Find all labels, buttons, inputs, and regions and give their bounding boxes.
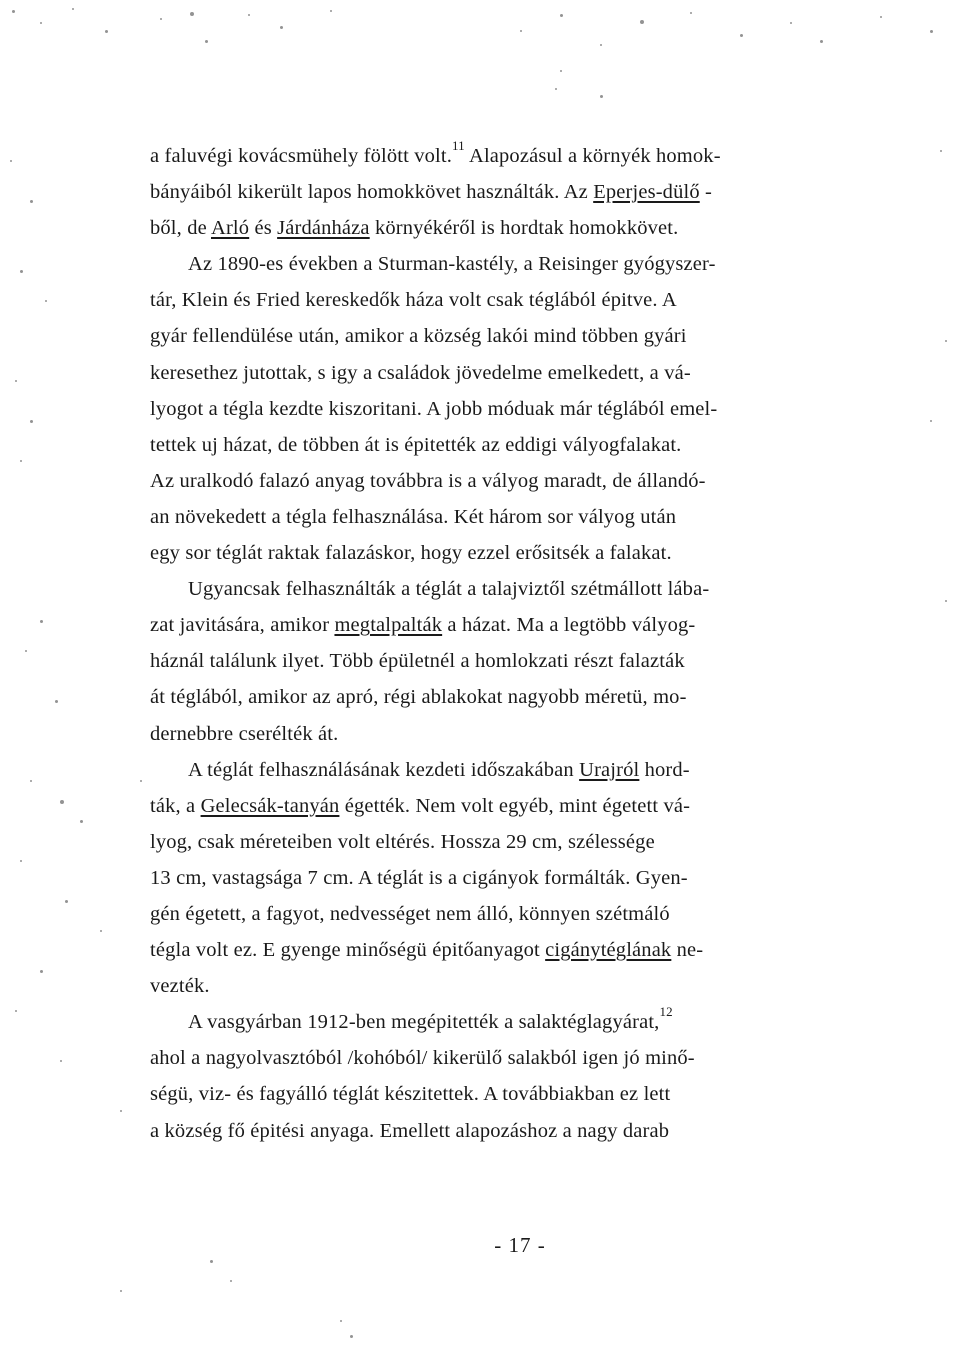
text-line (150, 1004, 930, 1040)
scan-speck (930, 420, 932, 422)
text-line (150, 1040, 930, 1076)
scan-speck (640, 20, 644, 24)
scan-speck (30, 420, 33, 423)
text-line (150, 896, 930, 932)
scan-speck (330, 10, 332, 12)
text-segment: tár, Klein és Fried kereskedők háza volt csak téglából épitve. A (150, 289, 677, 312)
text-segment: a házat. Ma a legtöbb vályog- (442, 614, 696, 637)
text-segment: egy sor téglát raktak falazáskor, hogy ezzel erősitsék a falakat. (150, 542, 672, 565)
text-line (150, 535, 930, 571)
text-line (150, 499, 930, 535)
text-segment: és (249, 217, 278, 240)
scan-speck (945, 600, 947, 602)
text-line (150, 607, 930, 643)
underlined-place-name: cigánytéglának (545, 939, 672, 962)
text-line (150, 355, 930, 391)
scan-speck (560, 70, 562, 72)
text-segment: ne- (671, 939, 704, 962)
scan-speck (120, 1290, 122, 1292)
text-line (150, 824, 930, 860)
scan-speck (820, 40, 823, 43)
text-segment: tettek uj házat, de többen át is épitették az eddigi vályogfalakat. (150, 433, 682, 456)
scan-speck (20, 460, 22, 462)
scan-speck (280, 26, 283, 29)
scan-speck (740, 34, 743, 37)
text-line (150, 463, 930, 499)
scan-speck (60, 800, 64, 804)
underlined-place-name: Járdánháza (277, 217, 370, 240)
underlined-place-name: Arló (211, 217, 250, 240)
scan-speck (100, 930, 102, 932)
scan-speck (105, 30, 108, 33)
scan-speck (80, 820, 83, 823)
underlined-place-name: Gelecsák-tanyán (200, 794, 340, 817)
text-segment: - (699, 181, 712, 204)
text-segment: a faluvégi kovácsmühely fölött volt. (150, 145, 453, 167)
scan-speck (340, 1320, 342, 1322)
scan-speck (60, 1060, 62, 1062)
scan-speck (690, 12, 692, 14)
text-segment: Ugyancsak felhasználták a téglát a talajviztől szétmállott lába- (188, 578, 710, 601)
text-segment: A téglát felhasználásának kezdeti időszakában (188, 758, 580, 781)
text-line (150, 174, 930, 210)
scan-speck (40, 970, 43, 973)
scan-speck (65, 900, 68, 903)
paragraph-2 (150, 246, 930, 571)
underlined-place-name: Urajról (579, 758, 640, 781)
text-segment: át téglából, amikor az apró, régi ablakokat nagyobb méretü, mo- (150, 686, 687, 709)
text-line (150, 679, 930, 715)
body-text (150, 138, 930, 1149)
text-line (150, 1076, 930, 1112)
text-segment: hord- (639, 758, 690, 781)
text-segment: ségü, viz- és fagyálló téglát készitettek. A továbbiakban ez lett (150, 1083, 671, 1106)
scan-speck (600, 95, 603, 98)
text-segment: Az uralkodó falazó anyag továbbra is a vályog maradt, de állandó- (150, 469, 706, 492)
footnote-reference: 12 (659, 1004, 673, 1020)
scan-speck (10, 160, 12, 162)
scan-speck (205, 40, 208, 43)
scan-speck (25, 650, 27, 652)
text-line (150, 571, 930, 607)
text-segment: lyogot a tégla kezdte kiszoritani. A jobb móduak már téglából emel- (150, 397, 718, 420)
scan-speck (790, 22, 792, 24)
text-segment: ták, a (150, 794, 201, 817)
scan-speck (120, 1110, 122, 1112)
text-line (150, 932, 930, 968)
scan-speck (230, 1280, 232, 1282)
page-number: - 17 - (494, 1233, 546, 1257)
text-segment: A vasgyárban 1912-ben megépitették a salaktéglagyárat, (188, 1011, 660, 1034)
text-segment: 13 cm, vastagsága 7 cm. A téglát is a cigányok formálták. Gyen- (150, 866, 688, 889)
text-segment: zat javitására, amikor (150, 614, 335, 637)
text-segment: lyog, csak méreteiben volt eltérés. Hossza 29 cm, szélessége (150, 830, 655, 853)
scan-speck (40, 620, 43, 623)
text-segment: égették. Nem volt egyéb, mint égetett vá- (339, 794, 691, 817)
text-segment: Alapozásul a környék homok- (464, 145, 721, 167)
scan-speck (40, 22, 42, 24)
scan-speck (560, 14, 563, 17)
text-segment: ahol a nagyolvasztóból /kohóból/ kikerülő salakból igen jó minő- (150, 1047, 695, 1070)
text-line (150, 788, 930, 824)
text-line (150, 391, 930, 427)
text-segment: ből, de (150, 217, 211, 240)
text-segment: keresethez jutottak, s igy a családok jövedelme emelkedett, a vá- (150, 361, 691, 384)
text-segment: háznál találunk ilyet. Több épületnél a homlokzati részt falazták (150, 650, 685, 673)
text-line (150, 210, 930, 246)
text-segment: bányáiból kikerült lapos homokkövet használták. Az (150, 181, 594, 204)
text-segment: környékéről is hordtak homokkövet. (369, 217, 679, 240)
paragraph-3 (150, 571, 930, 751)
paragraph-5 (150, 1004, 930, 1148)
text-segment: gyár fellendülése után, amikor a község lakói mind többen gyári (150, 325, 687, 348)
footnote-reference: 11 (452, 138, 465, 154)
text-segment: Az 1890-es években a Sturman-kastély, a Reisinger gyógyszer- (188, 253, 716, 276)
scan-speck (190, 12, 194, 16)
text-line (150, 752, 930, 788)
text-segment: gén égetett, a fagyot, nedvességet nem álló, könnyen szétmáló (150, 902, 670, 925)
scan-speck (555, 88, 557, 90)
text-line (150, 427, 930, 463)
scan-speck (45, 300, 47, 302)
scan-speck (945, 340, 947, 342)
scan-speck (20, 860, 22, 862)
scan-speck (940, 150, 942, 152)
text-segment: dernebbre cserélték át. (150, 722, 339, 745)
scan-speck (15, 380, 17, 382)
scan-speck (210, 1260, 213, 1263)
scan-speck (160, 18, 162, 20)
underlined-place-name: Eperjes-dülő (593, 181, 700, 204)
scan-speck (350, 1335, 353, 1338)
scan-speck (248, 14, 250, 16)
text-segment: tégla volt ez. E gyenge minőségü épitőanyagot (150, 939, 546, 962)
scan-speck (72, 8, 74, 10)
text-line (150, 968, 930, 1004)
text-segment: vezték. (150, 975, 210, 998)
text-line (150, 138, 930, 174)
text-segment: a község fő épitési anyaga. Emellett alapozáshoz a nagy darab (150, 1119, 670, 1142)
underlined-place-name: megtalpalták (334, 614, 443, 637)
scan-speck (55, 700, 58, 703)
text-line (150, 1113, 930, 1149)
text-line (150, 716, 930, 752)
paragraph-1 (150, 138, 930, 246)
text-line (150, 318, 930, 354)
text-line (150, 246, 930, 282)
scan-speck (30, 200, 33, 203)
scan-speck (15, 1010, 17, 1012)
scan-speck (20, 270, 23, 273)
scan-speck (930, 30, 933, 33)
text-line (150, 282, 930, 318)
scan-speck (30, 780, 32, 782)
text-line (150, 643, 930, 679)
scan-speck (12, 10, 15, 13)
scan-speck (520, 30, 522, 32)
text-segment: an növekedett a tégla felhasználása. Két három sor vályog után (150, 505, 677, 528)
paragraph-4 (150, 752, 930, 1005)
text-line (150, 860, 930, 896)
scan-speck (880, 16, 882, 18)
scan-speck (140, 780, 142, 782)
scan-speck (600, 44, 602, 46)
